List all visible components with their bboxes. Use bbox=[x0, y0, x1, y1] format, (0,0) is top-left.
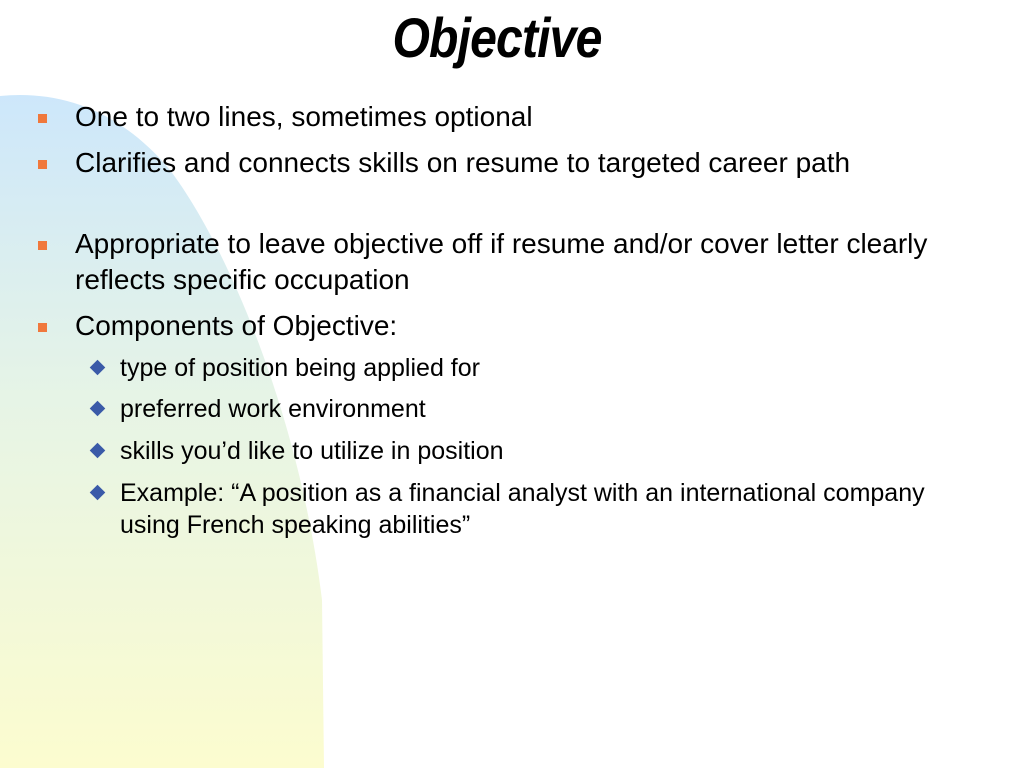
diamond-bullet-icon bbox=[90, 401, 106, 417]
square-bullet-icon bbox=[38, 241, 47, 250]
bullet-item bbox=[75, 145, 975, 181]
sub-bullet-item bbox=[120, 352, 940, 384]
sub-bullet-text: type of position being applied for bbox=[120, 354, 480, 382]
sub-bullet-item bbox=[120, 435, 940, 467]
sub-bullet-text: Example: “A position as a financial analyst with an international company using French speaking abilities” bbox=[120, 479, 925, 539]
diamond-bullet-icon bbox=[90, 443, 106, 459]
bullet-text: Clarifies and connects skills on resume to targeted career path bbox=[75, 147, 851, 178]
sub-bullet-item bbox=[120, 477, 940, 541]
bullet-text: One to two lines, sometimes optional bbox=[75, 101, 533, 132]
slide-title: Objective bbox=[392, 6, 602, 69]
square-bullet-icon bbox=[38, 323, 47, 332]
bullet-text: Appropriate to leave objective off if resume and/or cover letter clearly reflects specific occupation bbox=[75, 228, 928, 295]
bullet-item bbox=[75, 226, 975, 298]
sub-bullet-text: skills you’d like to utilize in position bbox=[120, 437, 504, 465]
diamond-bullet-icon bbox=[90, 485, 106, 501]
diamond-bullet-icon bbox=[90, 360, 106, 376]
square-bullet-icon bbox=[38, 160, 47, 169]
square-bullet-icon bbox=[38, 114, 47, 123]
sub-bullet-item bbox=[120, 393, 940, 425]
bullet-item bbox=[75, 308, 975, 344]
sub-bullet-text: preferred work environment bbox=[120, 395, 426, 423]
bullet-text: Components of Objective: bbox=[75, 310, 398, 341]
bullet-item bbox=[75, 99, 975, 135]
